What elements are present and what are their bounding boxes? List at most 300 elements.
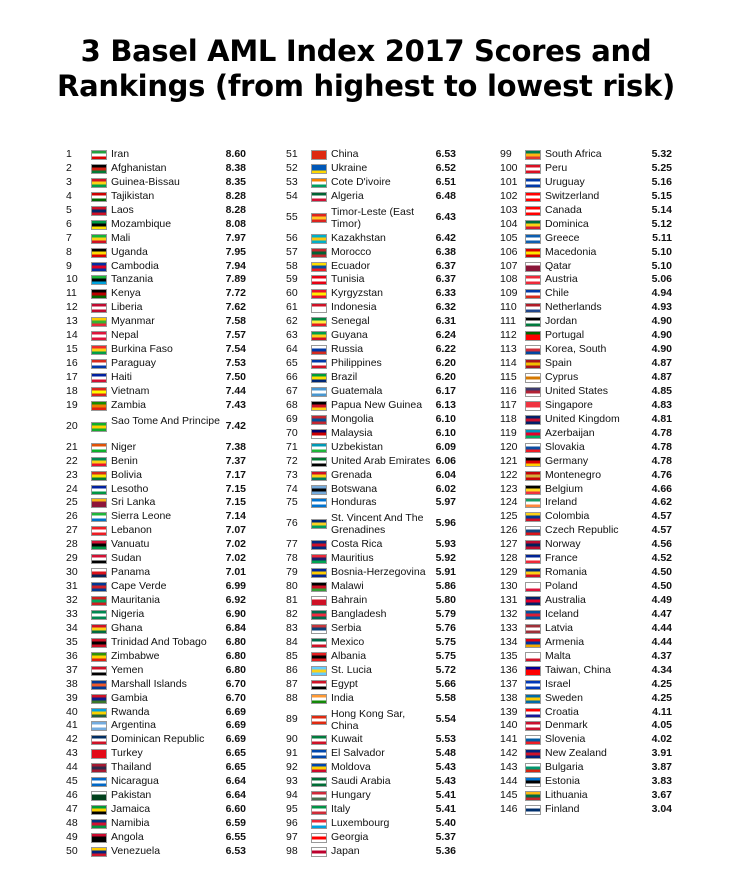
rank-number: 19 — [66, 398, 78, 411]
risk-score: 5.06 — [651, 273, 672, 286]
flag-icon — [311, 666, 327, 676]
flag-icon — [311, 540, 327, 550]
country-name: Marshall Islands — [111, 677, 187, 690]
rank-number: 62 — [286, 315, 298, 328]
rank-number: 43 — [66, 747, 78, 760]
rank-number: 60 — [286, 287, 298, 300]
ranking-row — [286, 664, 456, 678]
flag-icon — [91, 485, 107, 495]
ranking-row — [66, 845, 246, 859]
ranking-row — [286, 357, 456, 371]
country-name: Zimbabwe — [111, 649, 160, 662]
ranking-row — [286, 692, 456, 706]
ranking-row — [66, 831, 246, 845]
risk-score: 4.90 — [651, 343, 672, 356]
flag-icon — [525, 805, 541, 815]
rank-number: 2 — [66, 161, 72, 174]
flag-icon — [311, 596, 327, 606]
risk-score: 7.42 — [225, 419, 246, 432]
flag-icon — [91, 359, 107, 369]
country-name: Vietnam — [111, 384, 150, 397]
country-name: Malta — [545, 649, 571, 662]
flag-icon — [525, 652, 541, 662]
page-title — [0, 34, 732, 104]
risk-score: 7.07 — [225, 524, 246, 537]
ranking-row — [500, 162, 672, 176]
flag-icon — [91, 248, 107, 258]
flag-icon — [525, 150, 541, 160]
rank-number: 145 — [500, 789, 518, 802]
ranking-row — [286, 622, 456, 636]
risk-score: 4.87 — [651, 371, 672, 383]
flag-icon — [91, 763, 107, 773]
title-line-1: 3 Basel AML Index 2017 Scores and — [80, 34, 652, 68]
flag-icon — [91, 498, 107, 508]
flag-icon — [311, 429, 327, 439]
rank-number: 32 — [66, 594, 78, 607]
flag-icon — [525, 554, 541, 564]
flag-icon — [91, 735, 107, 745]
risk-score: 6.80 — [225, 635, 246, 648]
risk-score: 5.86 — [435, 580, 456, 593]
rank-number: 9 — [66, 259, 72, 272]
country-name: Mali — [111, 231, 131, 244]
risk-score: 4.47 — [651, 607, 672, 620]
flag-icon — [311, 178, 327, 188]
risk-score: 6.32 — [435, 301, 456, 314]
flag-icon — [311, 359, 327, 369]
ranking-row — [500, 483, 672, 497]
country-name: United Arab Emirates — [331, 454, 431, 467]
flag-icon — [91, 680, 107, 690]
flag-icon — [311, 345, 327, 355]
risk-score: 4.11 — [652, 705, 672, 718]
risk-score: 6.52 — [435, 161, 456, 174]
rank-number: 64 — [286, 343, 298, 356]
country-name: Lithuania — [545, 789, 588, 802]
flag-icon — [311, 805, 327, 815]
risk-score: 5.66 — [435, 677, 456, 690]
flag-icon — [525, 289, 541, 299]
rank-number: 55 — [286, 210, 298, 223]
risk-score: 5.15 — [651, 189, 672, 202]
ranking-row — [500, 566, 672, 580]
country-name: Georgia — [331, 830, 369, 843]
rank-number: 105 — [500, 231, 518, 244]
risk-score: 4.37 — [651, 649, 672, 662]
rank-number: 28 — [66, 538, 78, 551]
rank-number: 71 — [286, 440, 298, 453]
flag-icon — [525, 471, 541, 481]
risk-score: 6.84 — [225, 621, 246, 634]
country-name: Haiti — [111, 371, 133, 383]
flag-icon — [91, 610, 107, 620]
country-name: Austria — [545, 273, 578, 286]
ranking-row — [286, 273, 456, 287]
rank-number: 138 — [500, 691, 518, 704]
rank-number: 112 — [500, 329, 517, 342]
flag-icon — [91, 526, 107, 536]
country-name: Switzerland — [545, 189, 600, 202]
country-name: Malaysia — [331, 426, 373, 439]
rank-number: 146 — [500, 803, 518, 816]
ranking-row — [500, 399, 672, 413]
ranking-row — [66, 552, 246, 566]
risk-score: 6.64 — [225, 775, 246, 788]
country-name: Cape Verde — [111, 580, 167, 593]
ranking-row — [66, 301, 246, 315]
ranking-row — [500, 315, 672, 329]
risk-score: 8.35 — [225, 175, 246, 188]
ranking-row — [66, 483, 246, 497]
rank-number: 57 — [286, 245, 298, 258]
risk-score: 8.08 — [225, 217, 246, 230]
risk-score: 7.89 — [225, 273, 246, 286]
risk-score: 5.41 — [435, 789, 456, 802]
country-name: United States — [545, 384, 609, 397]
risk-score: 5.72 — [435, 663, 456, 676]
rank-number: 49 — [66, 830, 78, 843]
ranking-row — [500, 343, 672, 357]
country-name: Montenegro — [545, 468, 602, 481]
ranking-row — [66, 218, 246, 232]
rank-number: 104 — [500, 217, 518, 230]
risk-score: 5.14 — [651, 203, 672, 216]
flag-icon — [525, 749, 541, 759]
country-name: Sudan — [111, 552, 142, 565]
flag-icon — [91, 638, 107, 648]
rank-number: 6 — [66, 217, 72, 230]
flag-icon — [525, 359, 541, 369]
ranking-row — [286, 287, 456, 301]
flag-icon — [525, 248, 541, 258]
rank-number: 93 — [286, 775, 298, 788]
risk-score: 5.75 — [435, 649, 456, 662]
risk-score: 7.37 — [225, 454, 246, 467]
country-name: Indonesia — [331, 301, 377, 314]
rank-number: 108 — [500, 273, 518, 286]
ranking-row — [286, 148, 456, 162]
rank-number: 1 — [66, 148, 72, 160]
risk-score: 4.05 — [651, 719, 672, 732]
flag-icon — [311, 749, 327, 759]
risk-score: 4.78 — [651, 454, 672, 467]
rank-number: 39 — [66, 691, 78, 704]
risk-score: 4.94 — [651, 287, 672, 300]
ranking-row — [286, 413, 456, 427]
rank-number: 27 — [66, 524, 78, 537]
ranking-row — [500, 218, 672, 232]
flag-icon — [311, 443, 327, 453]
ranking-row — [66, 636, 246, 650]
flag-icon — [525, 624, 541, 634]
flag-icon — [91, 178, 107, 188]
risk-score: 5.97 — [435, 496, 456, 509]
rank-number: 142 — [500, 747, 518, 760]
risk-score: 5.41 — [435, 803, 456, 816]
rank-number: 122 — [500, 468, 518, 481]
ranking-row — [500, 455, 672, 469]
rank-number: 69 — [286, 412, 298, 425]
rank-number: 25 — [66, 496, 78, 509]
rank-number: 91 — [286, 747, 298, 760]
risk-score: 6.65 — [225, 747, 246, 760]
country-name: Iceland — [545, 607, 579, 620]
ranking-column-3 — [500, 148, 672, 817]
flag-icon — [91, 443, 107, 453]
flag-icon — [311, 763, 327, 773]
flag-icon — [525, 694, 541, 704]
risk-score: 7.14 — [225, 510, 246, 523]
flag-icon — [91, 708, 107, 718]
ranking-row — [500, 803, 672, 817]
risk-score: 6.09 — [435, 440, 456, 453]
country-name: Kyrgyzstan — [331, 287, 383, 300]
country-name: Bolivia — [111, 468, 142, 481]
ranking-column-1 — [66, 148, 246, 859]
rank-number: 102 — [500, 189, 518, 202]
country-name: Uzbekistan — [331, 440, 383, 453]
flag-icon — [311, 415, 327, 425]
flag-icon — [91, 220, 107, 230]
country-name: Tunisia — [331, 273, 365, 286]
rank-number: 46 — [66, 789, 78, 802]
country-name: Cambodia — [111, 259, 159, 272]
country-name: Jordan — [545, 315, 578, 328]
flag-icon — [311, 457, 327, 467]
ranking-row — [286, 594, 456, 608]
rank-number: 115 — [500, 371, 517, 383]
rank-number: 8 — [66, 245, 72, 258]
ranking-row — [500, 246, 672, 260]
country-name: Albania — [331, 649, 367, 662]
ranking-row — [286, 775, 456, 789]
flag-icon — [311, 275, 327, 285]
country-name: Sao Tome And Principe — [111, 414, 220, 427]
risk-score: 6.17 — [435, 384, 456, 397]
rank-number: 123 — [500, 482, 518, 495]
risk-score: 6.51 — [435, 175, 456, 188]
ranking-row — [66, 413, 246, 441]
country-name: Luxembourg — [331, 817, 390, 830]
country-name: Ecuador — [331, 259, 371, 272]
country-name: Argentina — [111, 719, 156, 732]
flag-icon — [91, 471, 107, 481]
country-name: Estonia — [545, 775, 581, 788]
rank-number: 134 — [500, 635, 518, 648]
country-name: Slovakia — [545, 440, 585, 453]
country-name: Lebanon — [111, 524, 152, 537]
ranking-row — [66, 789, 246, 803]
risk-score: 6.02 — [435, 482, 456, 495]
risk-score: 4.50 — [651, 580, 672, 593]
rank-number: 41 — [66, 719, 78, 732]
rank-number: 98 — [286, 844, 298, 857]
flag-icon — [525, 429, 541, 439]
ranking-row — [66, 399, 246, 413]
rank-number: 76 — [286, 517, 298, 530]
rank-number: 14 — [66, 329, 78, 342]
rank-number: 50 — [66, 844, 78, 857]
risk-score: 4.57 — [651, 524, 672, 537]
flag-icon — [91, 345, 107, 355]
ranking-row — [66, 719, 246, 733]
risk-score: 6.99 — [225, 580, 246, 593]
country-name: Canada — [545, 203, 582, 216]
rank-number: 114 — [500, 357, 517, 370]
ranking-row — [286, 385, 456, 399]
ranking-row — [286, 441, 456, 455]
country-name: China — [331, 148, 359, 160]
flag-icon — [525, 234, 541, 244]
flag-icon — [311, 317, 327, 327]
ranking-row — [286, 678, 456, 692]
risk-score: 6.22 — [435, 343, 456, 356]
country-name: Bangladesh — [331, 607, 387, 620]
flag-icon — [311, 289, 327, 299]
ranking-row — [500, 510, 672, 524]
flag-icon — [91, 847, 107, 857]
rank-number: 70 — [286, 426, 298, 439]
rank-number: 66 — [286, 371, 298, 384]
title-line-2: Rankings (from highest to lowest risk) — [57, 69, 675, 103]
country-name: Finland — [545, 803, 580, 816]
rank-number: 77 — [286, 538, 298, 551]
risk-score: 6.59 — [225, 817, 246, 830]
country-name: Bahrain — [331, 594, 368, 607]
ranking-row — [500, 594, 672, 608]
ranking-row — [66, 510, 246, 524]
risk-score: 7.15 — [225, 496, 246, 509]
rank-number: 24 — [66, 482, 78, 495]
rank-number: 117 — [500, 398, 517, 411]
flag-icon — [91, 457, 107, 467]
ranking-row — [66, 260, 246, 274]
country-name: Brazil — [331, 371, 358, 384]
rank-number: 109 — [500, 287, 518, 300]
rank-number: 97 — [286, 830, 298, 843]
country-name: Peru — [545, 161, 568, 174]
flag-icon — [91, 554, 107, 564]
rank-number: 68 — [286, 398, 298, 411]
flag-icon — [525, 331, 541, 341]
risk-score: 4.76 — [651, 468, 672, 481]
risk-score: 4.34 — [651, 663, 672, 676]
rank-number: 7 — [66, 231, 72, 244]
flag-icon — [91, 568, 107, 578]
country-name: Hungary — [331, 789, 371, 802]
flag-icon — [525, 387, 541, 397]
rank-number: 135 — [500, 649, 518, 662]
risk-score: 3.67 — [651, 789, 672, 802]
ranking-row — [286, 817, 456, 831]
risk-score: 7.53 — [225, 357, 246, 370]
flag-icon — [91, 596, 107, 606]
rank-number: 103 — [500, 203, 518, 216]
ranking-row — [286, 399, 456, 413]
flag-icon — [525, 568, 541, 578]
risk-score: 6.38 — [435, 245, 456, 258]
country-name: Malawi — [331, 580, 364, 593]
country-name: Tanzania — [111, 273, 154, 286]
risk-score: 6.80 — [225, 649, 246, 662]
rank-number: 63 — [286, 329, 298, 342]
ranking-row — [286, 232, 456, 246]
country-name: Nigeria — [111, 607, 145, 620]
risk-score: 7.58 — [225, 315, 246, 328]
rank-number: 118 — [500, 412, 517, 425]
rank-number: 87 — [286, 677, 298, 690]
risk-score: 6.10 — [435, 412, 456, 425]
ranking-row — [500, 190, 672, 204]
ranking-row — [286, 552, 456, 566]
flag-icon — [91, 512, 107, 522]
ranking-row — [500, 204, 672, 218]
flag-icon — [311, 262, 327, 272]
ranking-row — [500, 287, 672, 301]
ranking-row — [500, 538, 672, 552]
country-name: Tajikistan — [111, 189, 155, 202]
country-name: Paraguay — [111, 357, 156, 370]
rank-number: 110 — [500, 301, 517, 314]
risk-score: 4.50 — [651, 566, 672, 579]
risk-score: 7.50 — [225, 371, 246, 383]
rank-number: 121 — [500, 454, 518, 467]
country-name: France — [545, 552, 578, 565]
ranking-row — [500, 176, 672, 190]
rank-number: 61 — [286, 301, 298, 314]
country-name: Egypt — [331, 677, 358, 690]
risk-score: 6.69 — [225, 733, 246, 746]
risk-score: 5.48 — [435, 747, 456, 760]
risk-score: 6.92 — [225, 594, 246, 607]
rank-number: 136 — [500, 663, 518, 676]
risk-score: 4.83 — [651, 398, 672, 411]
flag-icon — [311, 624, 327, 634]
risk-score: 7.54 — [225, 343, 246, 356]
flag-icon — [91, 262, 107, 272]
flag-icon — [525, 275, 541, 285]
risk-score: 7.94 — [225, 259, 246, 272]
rank-number: 47 — [66, 803, 78, 816]
ranking-row — [66, 469, 246, 483]
risk-score: 7.44 — [225, 384, 246, 397]
risk-score: 6.70 — [225, 677, 246, 690]
flag-icon — [525, 317, 541, 327]
flag-icon — [525, 735, 541, 745]
flag-icon — [525, 192, 541, 202]
rank-number: 33 — [66, 607, 78, 620]
risk-score: 6.69 — [225, 705, 246, 718]
ranking-row — [66, 246, 246, 260]
country-name: Netherlands — [545, 301, 602, 314]
flag-icon — [91, 373, 107, 383]
country-name: Qatar — [545, 259, 572, 272]
ranking-row — [66, 441, 246, 455]
rank-number: 84 — [286, 635, 298, 648]
rank-number: 89 — [286, 712, 298, 725]
country-name: Venezuela — [111, 844, 161, 857]
flag-icon — [311, 213, 327, 223]
rank-number: 106 — [500, 245, 518, 258]
risk-score: 4.90 — [651, 329, 672, 342]
ranking-row — [286, 315, 456, 329]
ranking-row — [66, 580, 246, 594]
flag-icon — [311, 164, 327, 174]
country-name: Kazakhstan — [331, 231, 386, 244]
country-name: Azerbaijan — [545, 426, 595, 439]
flag-icon — [91, 234, 107, 244]
